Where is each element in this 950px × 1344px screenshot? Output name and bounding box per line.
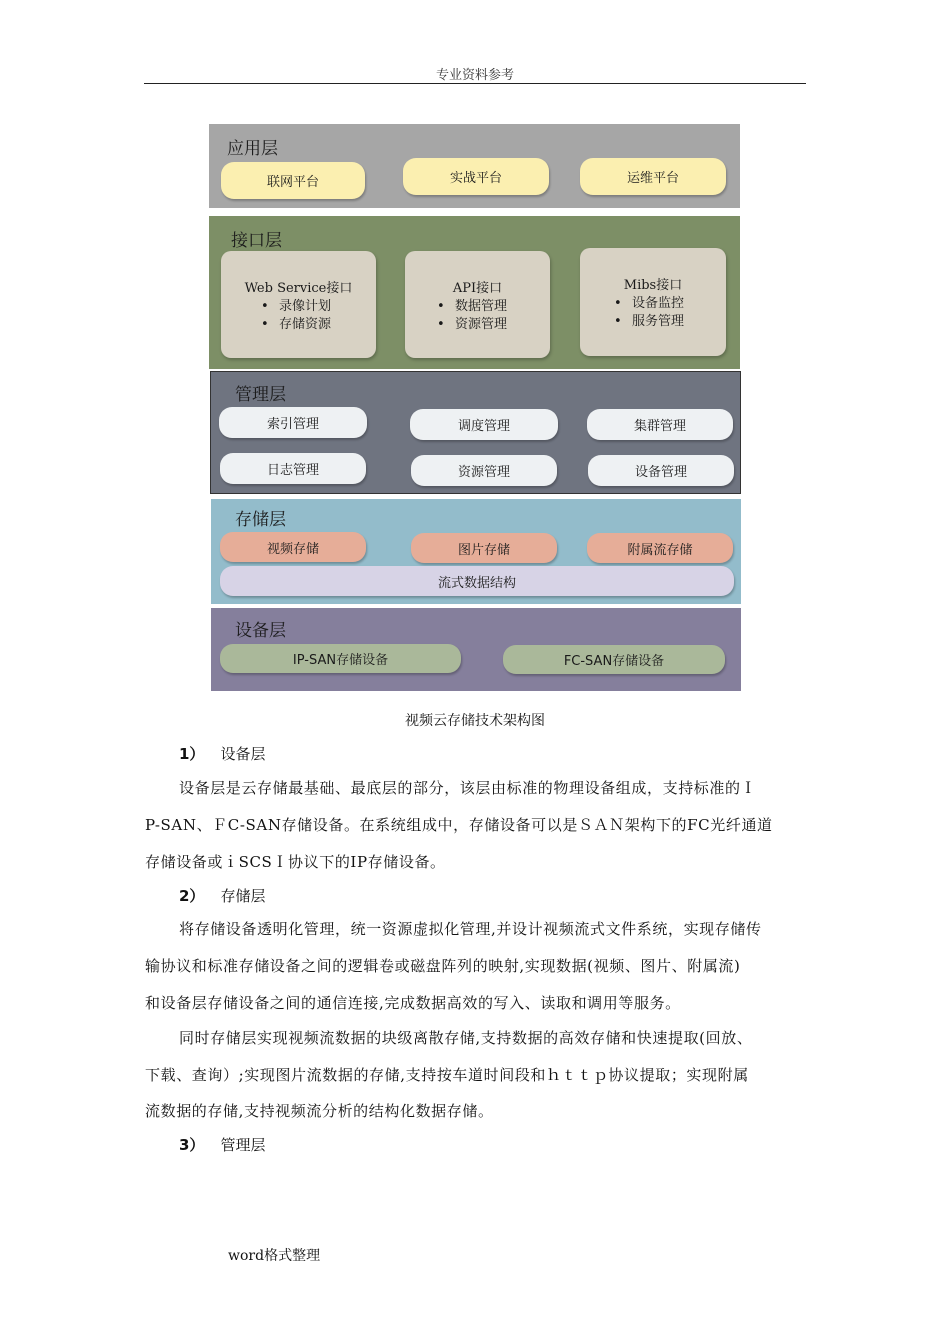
section-number: 1） (179, 745, 205, 763)
section-title: 设备层 (220, 745, 266, 763)
storage-pill: 图片存储 (411, 533, 557, 563)
card-bullet: • 录像计划 (261, 298, 376, 316)
card-title: Mibs接口 (623, 278, 683, 293)
device-layer (211, 608, 741, 691)
mgmt-pill: 索引管理 (219, 407, 367, 438)
card-bullet: • 数据管理 (437, 298, 550, 316)
paragraph-line: 下载、查询）;实现图片流数据的存储,支持按车道时间段和ｈｔｔｐ协议提取；实现附属 (145, 1066, 749, 1084)
mgmt-pill: 设备管理 (588, 455, 734, 486)
paragraph-line: 输协议和标准存储设备之间的逻辑卷或磁盘阵列的映射,实现数据(视频、图片、附属流) (145, 957, 741, 975)
paragraph-line: 将存储设备透明化管理，统一资源虚拟化管理,并设计视频流式文件系统，实现存储传 (179, 920, 762, 938)
mgmt-pill: 集群管理 (587, 409, 733, 440)
interface-card (405, 251, 550, 358)
app-layer (209, 124, 740, 208)
card-title: API接口 (452, 281, 503, 296)
storage-layer (211, 499, 741, 604)
mgmt-pill: 调度管理 (410, 409, 558, 440)
section-heading (179, 743, 265, 764)
paragraph-line: P-SAN、ＦC-SAN存储设备。在系统组成中，存储设备可以是ＳＡＮ架构下的FC光纤通道 (145, 816, 773, 834)
interface-layer-title: 接口层 (231, 231, 282, 251)
card-bullet: • 设备监控 (614, 295, 726, 313)
app-layer-title: 应用层 (227, 139, 278, 159)
mgmt-pill: 资源管理 (411, 455, 557, 486)
figure-caption: 视频云存储技术架构图 (405, 713, 545, 729)
section-title: 存储层 (220, 887, 266, 905)
app-pill: 实战平台 (403, 158, 549, 195)
mgmt-pill: 日志管理 (220, 453, 366, 484)
header-rule (144, 83, 806, 84)
storage-pill: 视频存储 (220, 532, 366, 562)
mgmt-layer-title: 管理层 (235, 385, 286, 405)
interface-card (580, 248, 726, 356)
mgmt-layer (210, 371, 741, 494)
app-pill: 联网平台 (221, 162, 365, 199)
paragraph-line: 存储设备或ｉSCSＩ协议下的IP存储设备。 (145, 853, 446, 871)
device-pill: IP-SAN存储设备 (220, 644, 461, 673)
card-title: Web Service接口 (244, 281, 353, 296)
storage-bar: 流式数据结构 (220, 566, 734, 596)
storage-layer-title: 存储层 (235, 510, 286, 530)
storage-pill: 附属流存储 (587, 533, 733, 563)
device-layer-title: 设备层 (235, 621, 286, 641)
paragraph-line: 设备层是云存储最基础、最底层的部分，该层由标准的物理设备组成，支持标准的Ｉ (179, 779, 757, 797)
section-number: 3） (179, 1136, 205, 1154)
section-number: 2） (179, 887, 205, 905)
paragraph-line: 和设备层存储设备之间的通信连接,完成数据高效的写入、读取和调用等服务。 (145, 994, 681, 1012)
interface-card (221, 251, 376, 358)
card-bullet: • 存储资源 (261, 316, 376, 334)
card-bullet: • 服务管理 (614, 313, 726, 331)
paragraph-line: 流数据的存储,支持视频流分析的结构化数据存储。 (145, 1102, 494, 1120)
card-bullet: • 资源管理 (437, 316, 550, 334)
page-header: 专业资料参考 (435, 68, 514, 83)
interface-layer (209, 216, 740, 369)
section-title: 管理层 (220, 1136, 266, 1154)
page-footer: word格式整理 (228, 1248, 321, 1264)
section-heading (179, 885, 265, 906)
paragraph-line: 同时存储层实现视频流数据的块级离散存储,支持数据的高效存储和快速提取(回放、 (179, 1029, 753, 1047)
app-pill: 运维平台 (580, 158, 726, 195)
section-heading (179, 1134, 265, 1155)
device-pill: FC-SAN存储设备 (503, 645, 725, 674)
